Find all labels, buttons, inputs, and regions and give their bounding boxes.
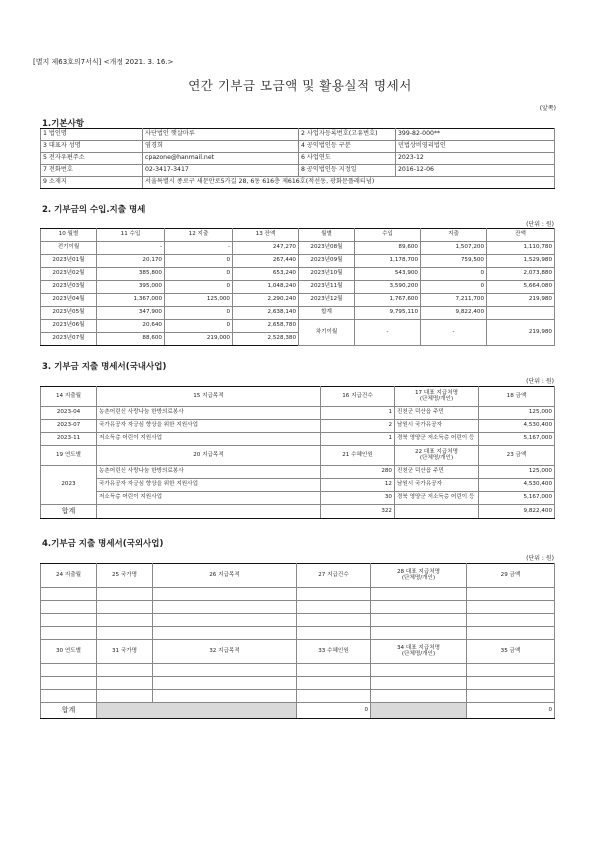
column-header: 잔액	[487, 229, 555, 242]
table-row	[41, 177, 555, 189]
table-row	[41, 165, 555, 177]
table-cell: 2,528,380	[233, 333, 299, 346]
table-cell: 219,000	[165, 333, 233, 346]
table-cell: 2023년11월	[299, 281, 355, 294]
table-cell: 247,270	[233, 242, 299, 255]
section4-title: 4.기부금 지출 명세서(국외사업)	[42, 539, 164, 549]
section3-title: 3. 기부금 지출 명세서(국내사업)	[42, 362, 167, 372]
column-header: 15 지급목적	[97, 387, 321, 407]
column-header: 29 금액	[467, 564, 555, 588]
table-cell: 5,167,000	[479, 492, 555, 505]
column-header: 31 국가명	[97, 640, 153, 664]
table-row	[41, 433, 555, 446]
table-row	[41, 640, 555, 664]
column-header: 수입	[355, 229, 421, 242]
domestic-expense-table	[40, 386, 555, 519]
section2-title: 2. 기부금의 수입.지출 명세	[42, 205, 146, 215]
table-cell: 9,822,400	[421, 307, 487, 320]
field-value: 399-82-000**	[396, 129, 555, 141]
field-label: 6 사업연도	[299, 153, 396, 165]
table-cell: 1,048,240	[233, 281, 299, 294]
column-header: 25 국가명	[97, 564, 153, 588]
table-row	[41, 255, 555, 268]
table-cell: 2023년09월	[299, 255, 355, 268]
column-header: 지출	[421, 229, 487, 242]
field-label: 1 법인명	[41, 129, 143, 141]
column-header: 20 지급목적	[97, 446, 321, 466]
table-cell: 0	[165, 268, 233, 281]
table-row	[41, 229, 555, 242]
table-row	[41, 690, 555, 703]
table-cell: 5,167,000	[479, 433, 555, 446]
column-header: 34 대표 지급처명 (단체명/개인)	[371, 640, 467, 664]
table-cell: -	[165, 242, 233, 255]
table-cell: 1,507,200	[421, 242, 487, 255]
table-cell	[487, 307, 555, 320]
table-cell: 20,640	[97, 320, 165, 333]
total-amount: 0	[467, 703, 555, 719]
field-label: 4 공익법인등 구분	[299, 141, 396, 153]
total-count: 322	[321, 505, 395, 519]
address-value: 서울특별시 종로구 새문안로5가길 28, 6동 616층 제616호(적선동, 광화문플래티넘)	[143, 177, 555, 189]
total-label: 합계	[41, 505, 97, 519]
table-cell: 125,000	[165, 294, 233, 307]
table-cell: 농촌어린신 사랑나눔 한방의료봉사	[97, 407, 321, 420]
table-cell: 0	[165, 255, 233, 268]
section4-unit: (단위 : 원)	[526, 555, 554, 562]
column-header: 10 월별	[41, 229, 97, 242]
table-cell: 국가유공자 자긍심 향상을 위한 지원사업	[97, 479, 321, 492]
form-header-note: [별지 제63호의7서식] <개정 2021. 3. 16.>	[33, 58, 174, 66]
table-cell: 125,000	[479, 407, 555, 420]
field-value: 민법상비영리법인	[396, 141, 555, 153]
column-header: 28 대표 지급처명 (단체명/개인)	[371, 564, 467, 588]
overseas-expense-table	[40, 563, 555, 719]
table-cell: 759,500	[421, 255, 487, 268]
year-cell: 2023	[41, 466, 97, 505]
table-cell: 1,529,980	[487, 255, 555, 268]
table-row	[41, 588, 555, 601]
table-cell: 0	[165, 320, 233, 333]
table-row	[41, 242, 555, 255]
section3-unit: (단위 : 원)	[526, 378, 554, 385]
table-row	[41, 505, 555, 519]
table-row	[41, 281, 555, 294]
table-cell: 2023년08월	[299, 242, 355, 255]
table-cell: 국가유공자 자긍심 향상을 위한 지원사업	[97, 420, 321, 433]
table-cell: 저소득층 어린이 지원사업	[97, 492, 321, 505]
table-cell: 88,600	[97, 333, 165, 346]
table-row	[41, 677, 555, 690]
table-cell: 2023-11	[41, 433, 97, 446]
table-cell: 2,658,780	[233, 320, 299, 333]
table-cell: 2023년06월	[41, 320, 97, 333]
table-row	[41, 664, 555, 677]
table-cell: 2023년07월	[41, 333, 97, 346]
column-header: 11 수입	[97, 229, 165, 242]
field-label: 8 공익법인등 지정일	[299, 165, 396, 177]
table-row	[41, 479, 555, 492]
table-row	[41, 129, 555, 141]
field-label: 3 대표자 성명	[41, 141, 143, 153]
table-row	[41, 294, 555, 307]
table-cell: 347,900	[97, 307, 165, 320]
table-cell: -	[97, 242, 165, 255]
table-row	[41, 703, 555, 719]
table-cell: 20,170	[97, 255, 165, 268]
field-label: 5 전자우편주소	[41, 153, 143, 165]
table-cell: 2023년12월	[299, 294, 355, 307]
table-cell: -	[355, 320, 421, 346]
table-row	[41, 446, 555, 466]
table-cell: 267,440	[233, 255, 299, 268]
table-row	[41, 268, 555, 281]
column-header: 19 연도별	[41, 446, 97, 466]
column-header: 33 수혜인원	[297, 640, 371, 664]
table-cell: 남원시 국가유공자	[395, 479, 479, 492]
column-header: 12 지출	[165, 229, 233, 242]
table-cell: 경북 영양군 저소득층 어린이 등	[395, 492, 479, 505]
table-cell: 219,980	[487, 294, 555, 307]
table-cell: 진천군 덕산읍 주민	[395, 466, 479, 479]
table-cell: 경북 영양군 저소득층 어린이 등	[395, 433, 479, 446]
table-cell: 1	[321, 407, 395, 420]
table-cell: 9,795,110	[355, 307, 421, 320]
basic-info-table	[40, 128, 555, 189]
table-row	[41, 492, 555, 505]
table-row	[41, 153, 555, 165]
table-cell: 4,530,400	[479, 420, 555, 433]
table-row	[41, 614, 555, 627]
total-label: 합계	[41, 703, 97, 719]
table-cell: 합계	[299, 307, 355, 320]
column-header: 24 지출월	[41, 564, 97, 588]
table-cell: 12	[321, 479, 395, 492]
table-cell: 2023-07	[41, 420, 97, 433]
table-row	[41, 387, 555, 407]
total-amount: 9,822,400	[479, 505, 555, 519]
table-cell: 89,600	[355, 242, 421, 255]
table-row	[41, 564, 555, 588]
table-cell: 7,211,700	[421, 294, 487, 307]
column-header: 13 잔액	[233, 229, 299, 242]
field-value: 사단법인 햇살마루	[143, 129, 299, 141]
table-row	[41, 307, 555, 320]
table-row	[41, 627, 555, 640]
section1-title: 1.기본사항	[42, 119, 84, 129]
table-cell: 2,638,140	[233, 307, 299, 320]
column-header: 23 금액	[479, 446, 555, 466]
table-cell: 280	[321, 466, 395, 479]
table-cell: 농촌어린신 사랑나눔 한방의료봉사	[97, 466, 321, 479]
field-value: 02-3417-3417	[143, 165, 299, 177]
table-cell: 진천군 덕산읍 주민	[395, 407, 479, 420]
table-row	[41, 407, 555, 420]
table-cell: 1,767,600	[355, 294, 421, 307]
table-cell: 4,530,400	[479, 479, 555, 492]
table-cell: 385,800	[97, 268, 165, 281]
column-header: 17 대표 지급처명 (단체명/개인)	[395, 387, 479, 407]
page-title: 연간 기부금 모금액 및 활용실적 명세서	[188, 78, 412, 93]
table-cell: 전기이월	[41, 242, 97, 255]
column-header: 32 지급목적	[153, 640, 297, 664]
table-cell: 1,178,700	[355, 255, 421, 268]
table-row	[41, 601, 555, 614]
table-cell: 30	[321, 492, 395, 505]
column-header: 16 지급건수	[321, 387, 395, 407]
table-cell: 2	[321, 420, 395, 433]
table-cell: 2023년10월	[299, 268, 355, 281]
column-header: 월별	[299, 229, 355, 242]
field-value: 2023-12	[396, 153, 555, 165]
table-cell: -	[421, 320, 487, 346]
table-cell: 395,000	[97, 281, 165, 294]
table-cell: 3,590,200	[355, 281, 421, 294]
front-page-label: (앞쪽)	[539, 105, 556, 112]
table-cell: 1	[321, 433, 395, 446]
table-cell: 1,367,000	[97, 294, 165, 307]
field-value: 2016-12-06	[396, 165, 555, 177]
column-header: 22 대표 지급처명 (단체명/개인)	[395, 446, 479, 466]
table-cell: 2023년02월	[41, 268, 97, 281]
field-value: 염경희	[143, 141, 299, 153]
table-cell: 0	[165, 307, 233, 320]
table-cell: 남원시 국가유공자	[395, 420, 479, 433]
total-count: 0	[297, 703, 371, 719]
column-header: 18 금액	[479, 387, 555, 407]
table-cell: 0	[421, 268, 487, 281]
table-cell: 저소득층 어린이 지원사업	[97, 433, 321, 446]
column-header: 26 지급목적	[153, 564, 297, 588]
column-header: 14 지출월	[41, 387, 97, 407]
field-label: 2 사업자등록번호(고유번호)	[299, 129, 396, 141]
table-cell: 0	[165, 281, 233, 294]
table-row	[41, 466, 555, 479]
table-row	[41, 320, 555, 333]
table-cell: 5,664,080	[487, 281, 555, 294]
table-cell: 219,980	[487, 320, 555, 346]
table-row	[41, 141, 555, 153]
column-header: 35 금액	[467, 640, 555, 664]
field-value: cpazone@hanmail.net	[143, 153, 299, 165]
column-header: 27 지급건수	[297, 564, 371, 588]
table-cell: 2,290,240	[233, 294, 299, 307]
section2-unit: (단위 : 원)	[526, 221, 554, 228]
table-cell: 2023년04월	[41, 294, 97, 307]
table-row	[41, 420, 555, 433]
table-cell: 1,110,780	[487, 242, 555, 255]
table-cell: 0	[421, 281, 487, 294]
table-cell: 2023-04	[41, 407, 97, 420]
column-header: 21 수혜인원	[321, 446, 395, 466]
table-cell: 2023년03월	[41, 281, 97, 294]
table-cell: 2023년01월	[41, 255, 97, 268]
column-header: 30 연도별	[41, 640, 97, 664]
table-cell: 2023년05월	[41, 307, 97, 320]
table-cell: 차기이월	[299, 320, 355, 346]
table-cell: 543,900	[355, 268, 421, 281]
table-cell: 125,000	[479, 466, 555, 479]
table-cell: 653,240	[233, 268, 299, 281]
table-cell: 2,073,880	[487, 268, 555, 281]
field-label: 9 소재지	[41, 177, 143, 189]
field-label: 7 전화번호	[41, 165, 143, 177]
income-expense-table	[40, 228, 555, 346]
